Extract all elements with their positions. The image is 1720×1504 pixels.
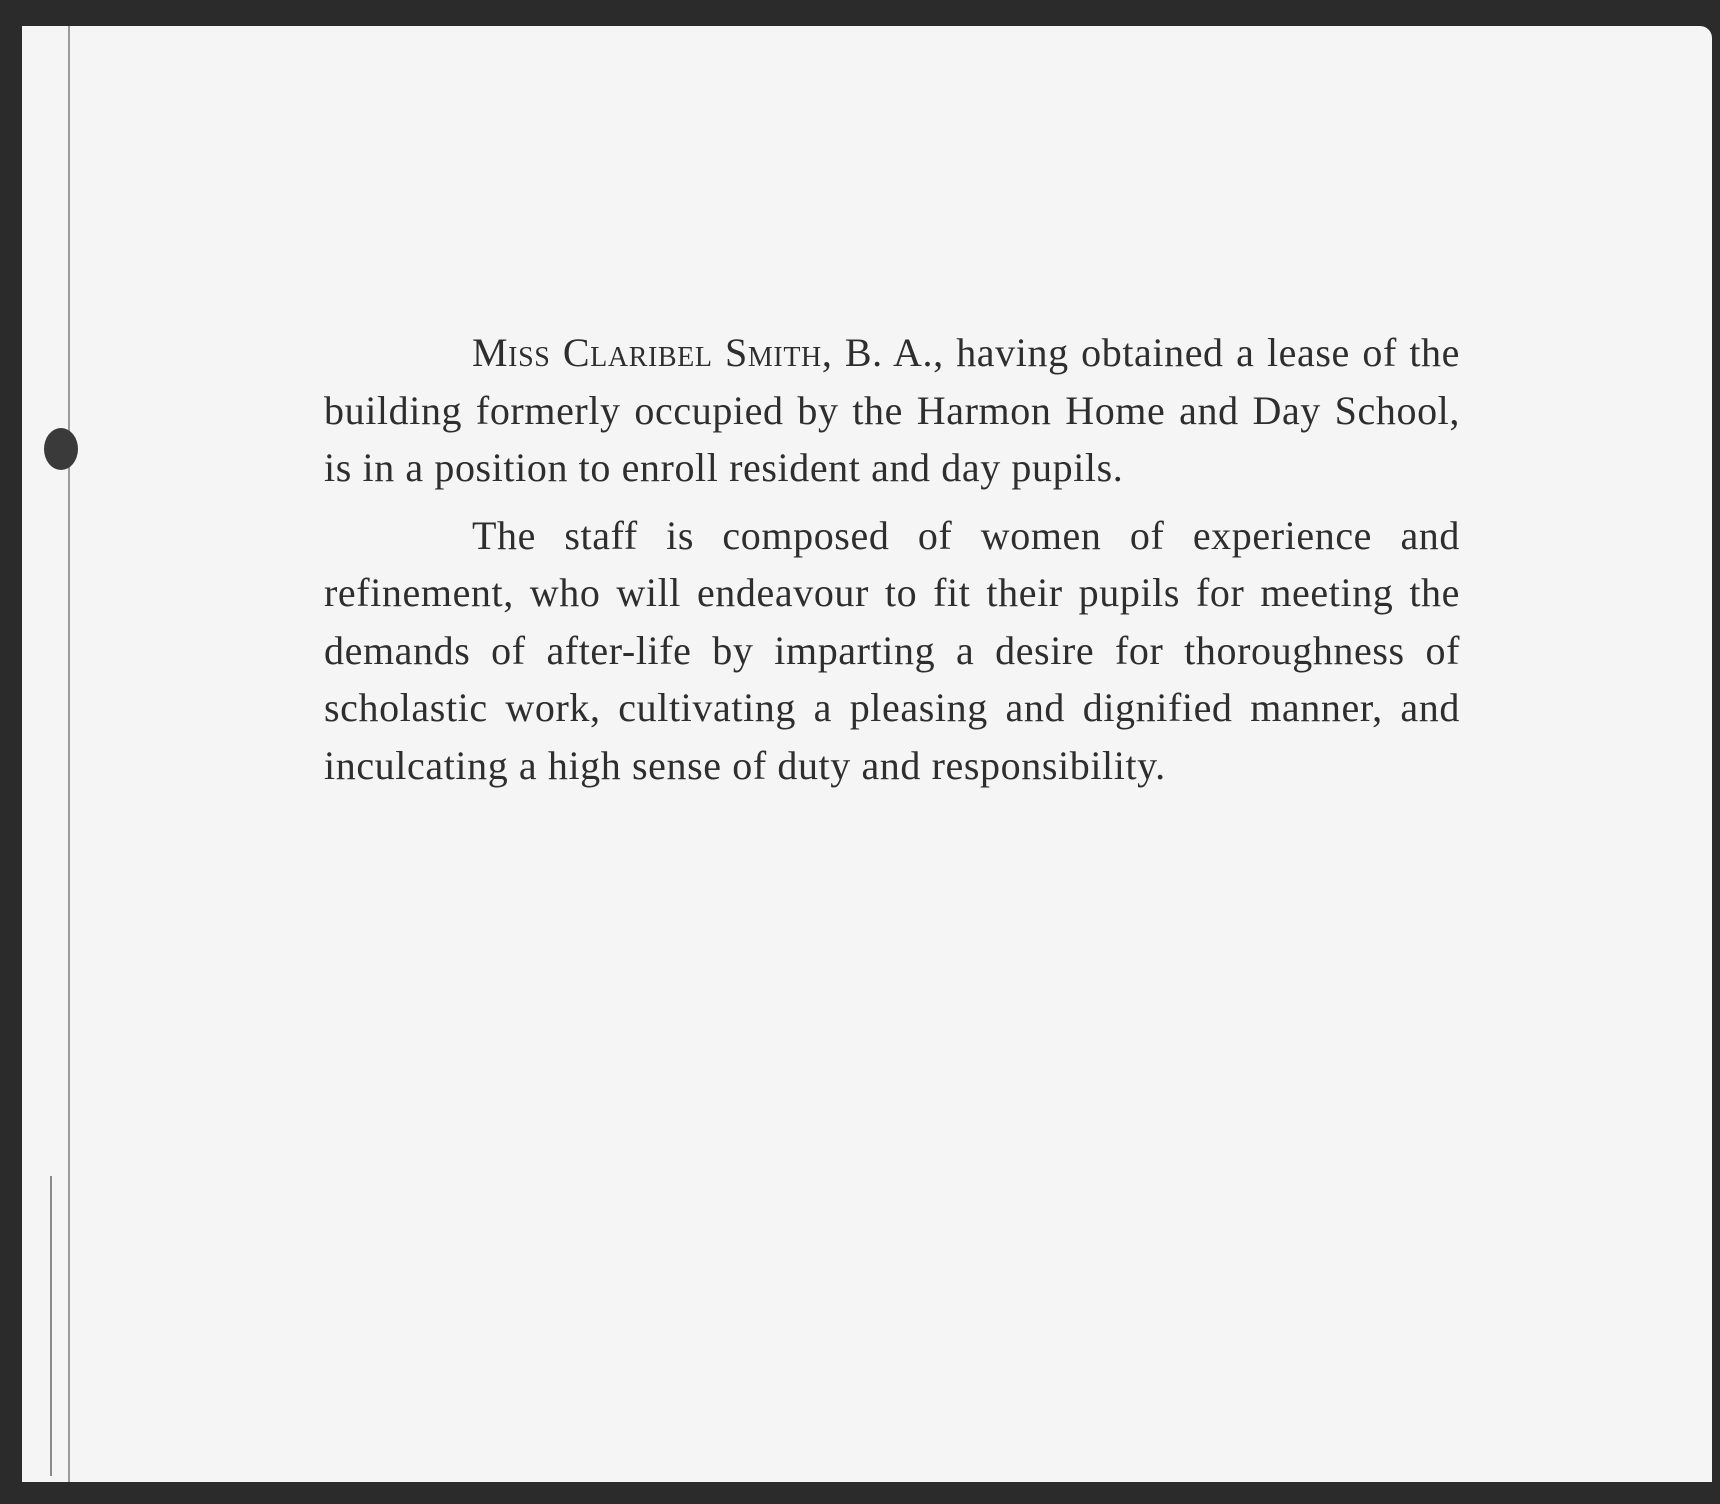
paragraph-1-text: having obtained a lease of the building formerly occupied by the Harmon Home and Day School, is in a position to enroll resident and day pupils. (324, 330, 1460, 490)
paragraph-1-lead: Miss Claribel Smith, B. A., (472, 330, 944, 375)
binding-hole (44, 428, 78, 470)
scanned-page (22, 26, 1712, 1486)
paragraph-1 (324, 324, 1460, 497)
body-text (324, 324, 1460, 794)
paragraph-2-text: The staff is composed of women of experience and refinement, who will endeavour to fit their pupils for meeting the demands of after-life by imparting a desire for thoroughness of scholastic work, cultivating a pleasing and dignified manner, and inculcating a high sense of duty and responsibility. (324, 512, 1460, 788)
scan-bottom-border (0, 1482, 1720, 1504)
page-fold-line (68, 26, 70, 1486)
paragraph-2 (324, 507, 1460, 795)
page-edge-line (50, 1176, 52, 1476)
